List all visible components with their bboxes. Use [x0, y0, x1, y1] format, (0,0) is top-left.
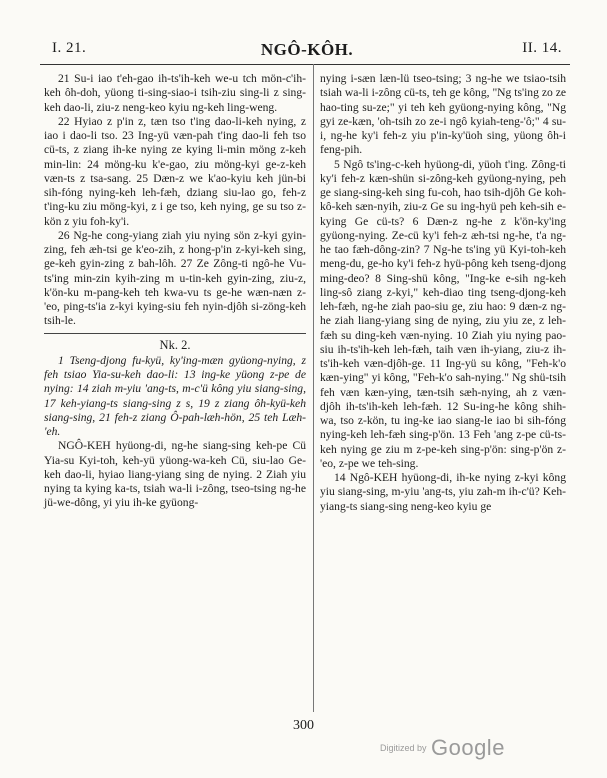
verse-paragraph: 22 Hyiao z p'in z, tæn tso t'ing dao-li-keh nying, z iao i dao-li tso. 23 Ing-yü væn-pah t'ing dao-li feh tso cü-ts, z ziang ih-ke nying ze kying li-min möng z-keh min-lin: 24 möng-ku k'e-gao, ziu möng-kyi ge-z-keh væn-ts z tsa-sang. 25 Dæn-z we k'ao-kyiu keh jün-bi sih-fóng nying-keh leh-fæh, dziang siu-lao go, feh-z t'ing-ku ziu möng-kyi, z i ge tso, keh nying, ge su tso z-kön z yiu foh-ky'i. — [44, 114, 306, 228]
right-column — [320, 72, 566, 514]
page-header — [52, 40, 562, 62]
page-number: 300 — [293, 718, 314, 733]
verse-paragraph: 21 Su-i iao t'eh-gao ih-ts'ih-keh we-u tch mön-c'ih-keh ôh-doh, yüong ti-sing-siao-i tsih-ziu sing-li z sing-keh dao-li, ziu-z neng-keo kyiu ng-keh ling-weng. — [44, 72, 306, 114]
chapter-heading: Nk. 2. — [44, 333, 306, 352]
verse-paragraph: 26 Ng-he cong-yiang ziah yiu nying sön z-kyi gyin-zing, feh æh-tsi ge k'eo-zih, z hong-p'in z-kyi-keh sing, ge-keh gyin-zing z bah-lôh. 27 Ze Zông-ti ngô-he Vu-ts'ing min-zin kyih-zing m u-tin-keh gyin-zing, ziu-z, k'ön-ku m-pang-keh teh kwa-vu ts ge-he wæn-næn z-'eo, ping-ts'ia z-kyi kying-siu feh nyin-djôh si-zöng-keh tsih-le. — [44, 228, 306, 328]
digitized-watermark — [380, 735, 505, 761]
left-column — [44, 72, 306, 511]
watermark-prefix: Digitized by — [380, 743, 427, 753]
header-chapter-left: I. 21. — [52, 40, 87, 56]
verse-paragraph: NGÔ-KEH hyüong-di, ng-he siang-sing keh-pe Cü Yia-su Kyi-toh, keh-yü yüong-wa-keh Cü, siu-lao Ge-keh dao-li, hyiao liang-yiang sing de nying. 2 Ziah yiu nying ta kying ka-ts, tsiah wa-li i-zông, tseo-tsing ng-he jü-we-dông, yi yiu ih-ke gyüong- — [44, 439, 306, 510]
verse-paragraph: 5 Ngô ts'ing-c-keh hyüong-di, yüoh t'ing. Zông-ti ky'i feh-z kæn-shün si-zông-keh gyüong-nying, peh ge siang-sing-keh sing fu-coh, hao tsih-djôh Ge koh-kô-keh sæn-nyih, ziu-z Ge su ing-hyü peh keh-sih e-kying Ge cü-ts? 6 Dæn-z ng-he z k'ön-ky'ing gyüong-nying. Ze-cü ky'i feh-z æh-tsi ng-he, t'a ng-he tao fæh-dông-zin? 7 Ng-he ts'ing yü Kyi-toh-keh meng-du, ge-ho ky'i feh-z hyü-pông keh tseng-djong ming-deo? 8 Sing-shü kông, "Ing-ke e-sih ng-keh ling-sô ziang z-kyi," keh-diao ting tseng-djong-keh leh-fæh, ng-he ziah pao-siu ge, ziu hao: 9 dæn-z ng-he ziah liang-yiang sing de nying, ziu yiu ze, z leh-fæh su ding-keh væn-nying. 10 Ziah yiu nying pao-siu ih-ts'ih-keh leh-fæh, taih væn ih-yiang, ziu-z ih-ts'ih-keh væn-djôh-ge. 11 Ing-yü su kông, "Feh-k'o kæn-ying" yi kông, "Feh-k'o sah-nying." Ng shü-tsih feh væn kæn-ying, tæn-tsih sæh-nying, ah z væn-djôh ih-ts'ih-keh leh-fæh. 12 Su-ing-he kông shih-wa, tso z-kön, tu ing-ke iao siang-le iao bi sih-fóng nying-keh leh-fæh sing-p'ön. 13 Feh 'ang z-pe cü-ts-keh nying ge ziu m z-pe-keh sing-p'ön: sing-p'ön z-'eo, z-pe we teh-sing. — [320, 157, 566, 470]
header-rule — [40, 64, 570, 65]
chapter-summary: 1 Tseng-djong fu-kyü, ky'ing-mæn gyüong-nying, z feh tsiao Yia-su-keh dao-li: 13 ing-ke yüong z-pe de nying: 14 ziah m-yiu 'ang-ts, m-c'ü kông yiu siang-sing, 17 keh-yiang-ts siang-sing z s, 19 z ziang ôh-kyü-keh siang-sing, 21 feh-z ziang Ô-pah-læh-hön, 25 teh Læh-'eh. — [44, 353, 306, 438]
google-logo: Google — [430, 735, 505, 760]
header-chapter-right: II. 14. — [522, 40, 562, 56]
header-title: NGÔ-KÔH. — [260, 40, 354, 59]
verse-paragraph: nying i-sæn læn-lü tseo-tsing; 3 ng-he we tsiao-tsih tsiah wa-li i-zông cü-ts, teh ge kông, "Ng ts'ing zo ze hao-ting su-ze;" yi teh keh gyüong-nying kông, "Ng gyi ze-kæn, 'oh-tsih zo ze-i ngô kyiah-teng-'ô;" 4 su-i, ng-he ky'i feh-z yiu p'in-ky'üoh sing, yüong ôh-i feng-pih. — [320, 72, 566, 157]
column-divider — [313, 64, 314, 712]
verse-paragraph: 14 Ngô-KEH hyüong-di, ih-ke nying z-kyi kông yiu siang-sing, m-yiu 'ang-ts, yiu zah-m ih-c'ü? Keh-yiang-ts siang-sing neng-keo kyiu ge — [320, 471, 566, 513]
